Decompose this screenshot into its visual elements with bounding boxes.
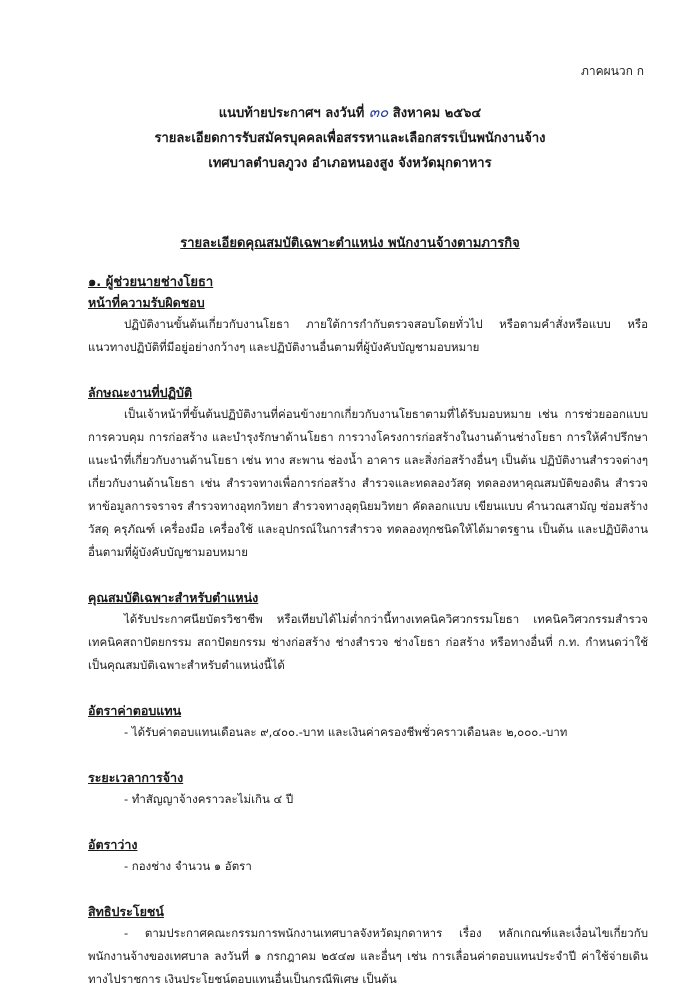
position-title: ๑. ผู้ช่วยนายช่างโยธา — [88, 275, 214, 290]
job-nature-heading: ลักษณะงานที่ปฏิบัติ — [88, 385, 193, 400]
header-line-2: รายละเอียดการรับสมัครบุคคลเพื่อสรรหาและเลือกสรรเป็นพนักงานจ้าง — [154, 131, 546, 146]
duties-heading: หน้าที่ความรับผิดชอบ — [88, 295, 205, 310]
document-header — [0, 100, 700, 176]
employment-period-heading: ระยะเวลาการจ้าง — [88, 770, 184, 785]
document-subtitle — [0, 232, 700, 253]
vacancy-text: - กองช่าง จำนวน ๑ อัตรา — [124, 859, 252, 873]
compensation-heading: อัตราค่าตอบแทน — [88, 703, 182, 718]
header-line-1-suffix: สิงหาคม ๒๕๖๔ — [392, 106, 482, 121]
benefits-text: - ตามประกาศคณะกรรมการพนักงานเทศบาลจังหวัดมุกดาหาร เรื่อง หลักเกณฑ์และเงื่อนไขเกี่ยวกับพนักงานจ้างของเทศบาล ลงวันที่ ๑ กรกฎาคม ๒๕๔๗ และอื่นๆ เช่น การเลื่อนค่าตอบแทนประจำปี ค่าใช้จ่ายเดินทางไปราชการ เงินประโยชน์ตอบแทนอื่นเป็นกรณีพิเศษ เป็นต้น — [88, 926, 648, 986]
benefits-heading: สิทธิประโยชน์ — [88, 904, 164, 919]
header-handwritten-day: ๓๐ — [368, 103, 389, 121]
document-body — [88, 273, 648, 991]
vacancy-heading: อัตราว่าง — [88, 837, 138, 852]
header-line-1 — [0, 100, 700, 126]
job-nature-text: เป็นเจ้าหน้าที่ขั้นต้นปฏิบัติงานที่ค่อนข้างยากเกี่ยวกับงานโยธาตามที่ได้รับมอบหมาย เช่น การช่วยออกแบบ การควบคุม การก่อสร้าง และบำรุงรักษาด้านโยธา การวางโครงการก่อสร้างในงานด้านช่างโยธา การให้คำปรึกษาแนะนำที่เกี่ยวกับงานด้านโยธา เช่น ทาง สะพาน ช่องน้ำ อาคาร และสิ่งก่อสร้างอื่นๆ เป็นต้น ปฏิบัติงานสำรวจต่างๆ เกี่ยวกับงานด้านโยธา เช่น สำรวจทางเพื่อการก่อสร้าง สำรวจและทดลองวัสดุ ทดลองหาคุณสมบัติของดิน สำรวจหาข้อมูลการจราจร สำรวจทางอุทกวิทยา สำรวจทางอุตุนิยมวิทยา คัดลอกแบบ เขียนแบบ คำนวณสามัญ ซ่อมสร้างวัสดุ ครุภัณฑ์ เครื่องมือ เครื่องใช้ และอุปกรณ์ในการสำรวจ ทดลองทุกชนิดให้ได้มาตรฐาน เป็นต้น และปฏิบัติงานอื่นตามที่ผู้บังคับบัญชามอบหมาย — [88, 407, 648, 559]
header-line-1-prefix: แนบท้ายประกาศฯ ลงวันที่ — [218, 106, 365, 121]
employment-period-text: - ทำสัญญาจ้างคราวละไม่เกิน ๔ ปี — [124, 792, 294, 806]
qualifications-text: ได้รับประกาศนียบัตรวิชาชีพ หรือเทียบได้ไม่ต่ำกว่านี้ทางเทคนิควิศวกรรมโยธา เทคนิควิศวกรรมสำรวจ เทคนิคสถาปัตยกรรม สถาปัตยกรรม ช่างก่อสร้าง ช่างสำรวจ ช่างโยธา ก่อสร้าง หรือทางอื่นที่ ก.ท. กำหนดว่าใช้เป็นคุณสมบัติเฉพาะสำหรับตำแหน่งนี้ได้ — [88, 612, 648, 672]
annex-label: ภาคผนวก ก — [581, 64, 644, 78]
qualifications-heading: คุณสมบัติเฉพาะสำหรับตำแหน่ง — [88, 590, 259, 605]
duties-text: ปฏิบัติงานขั้นต้นเกี่ยวกับงานโยธา ภายใต้การกำกับตรวจสอบโดยทั่วไป หรือตามคำสั่งหรือแบบ หรือแนวทางปฏิบัติที่มีอยู่อย่างกว้างๆ และปฏิบัติงานอื่นตามที่ผู้บังคับบัญชามอบหมาย — [88, 317, 648, 354]
compensation-text: - ได้รับค่าตอบแทนเดือนละ ๙,๔๐๐.-บาท และเงินค่าครองชีพชั่วคราวเดือนละ ๒,๐๐๐.-บาท — [124, 725, 568, 739]
subtitle-text: รายละเอียดคุณสมบัติเฉพาะตำแหน่ง พนักงานจ้างตามภารกิจ — [180, 236, 520, 251]
header-line-3: เทศบาลตำบลภูวง อำเภอหนองสูง จังหวัดมุกดาหาร — [208, 156, 492, 171]
